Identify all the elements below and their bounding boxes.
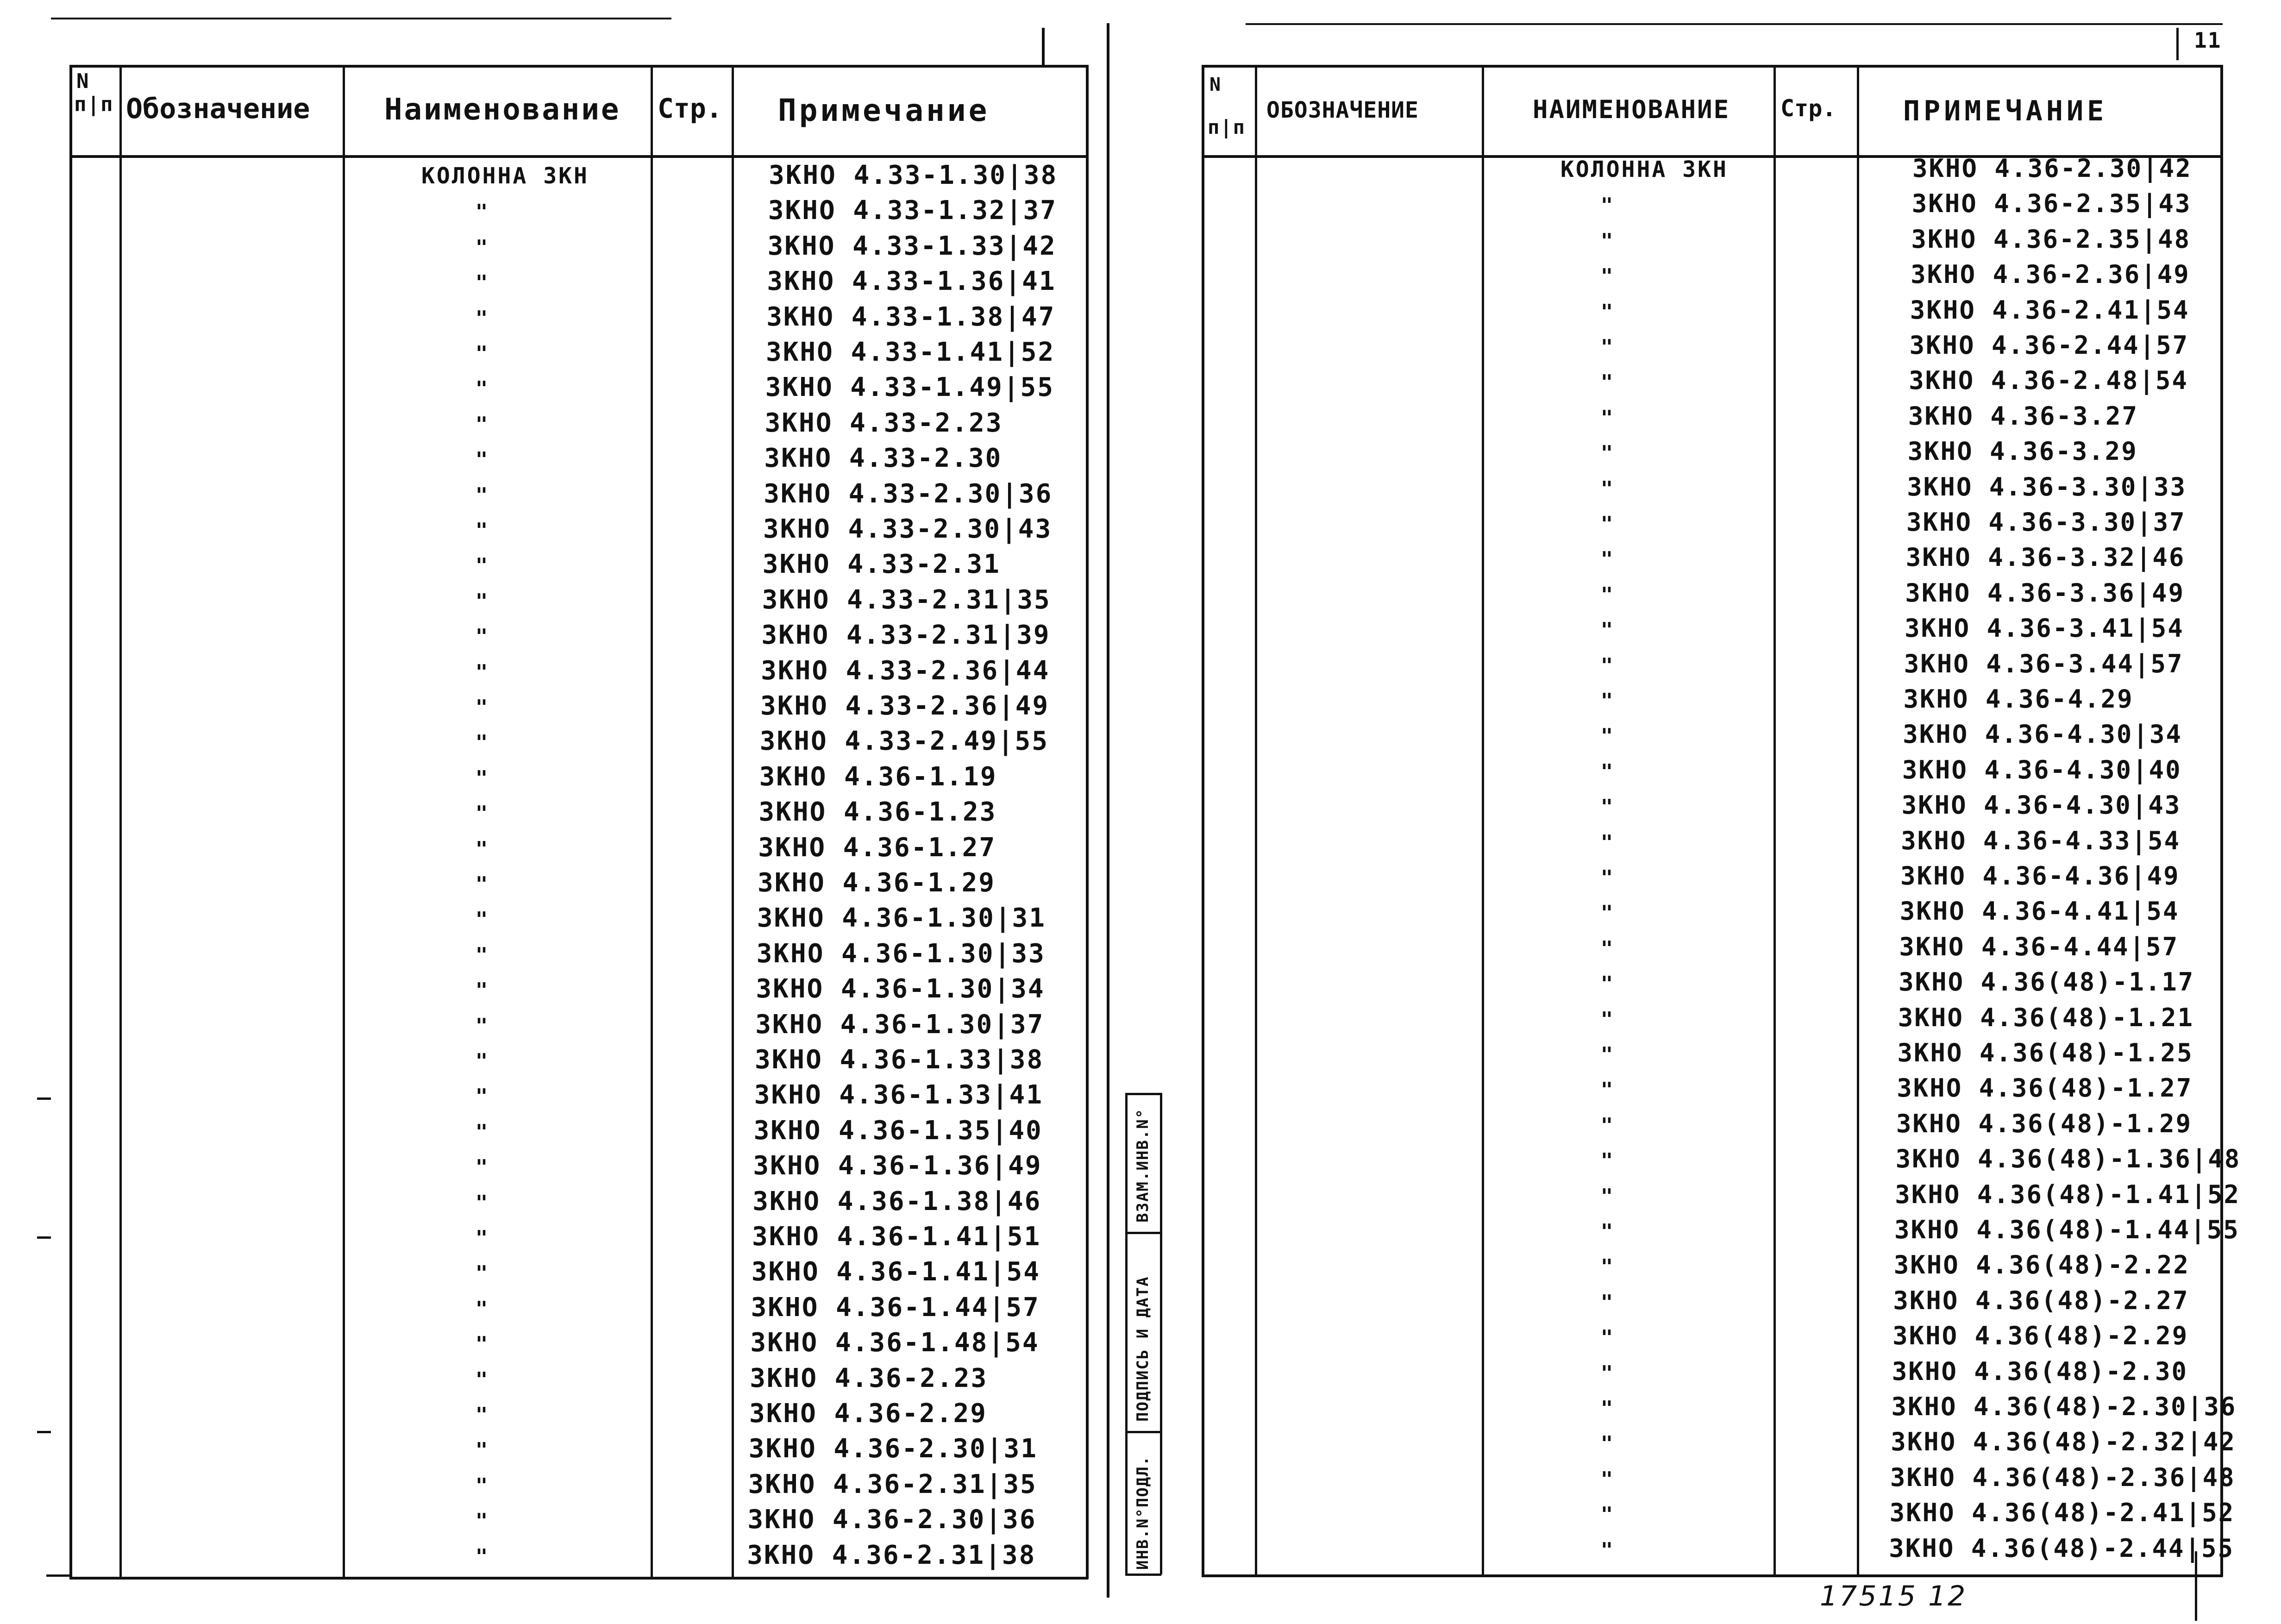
note-cell: 3КНО 4.36-3.30|37 [1906,508,2186,537]
note-cell: 3КНО 4.36-4.41|54 [1899,897,2180,926]
name-cell: " [1600,300,1613,324]
name-cell: " [1600,1149,1613,1173]
note-cell: 3КНО 4.36-1.33|38 [755,1045,1044,1075]
note-cell: 3КНО 4.36-4.30|43 [1901,790,2181,820]
name-cell: " [1600,1255,1613,1279]
note-cell: 3КНО 4.36-2.30|31 [748,1434,1038,1464]
name-cell: " [475,519,488,542]
note-cell: 3КНО 4.36(48)-2.30 [1892,1356,2188,1386]
name-cell: " [1600,1538,1613,1562]
name-cell: " [475,802,488,826]
note-cell: 3КНО 4.36(48)-2.29 [1892,1321,2189,1351]
note-cell: 3КНО 4.36-1.27 [758,832,996,863]
note-header: ПРИМЕЧАНИЕ [1903,95,2108,127]
name-cell: " [1600,512,1613,536]
name-cell: " [1600,866,1613,890]
note-cell: 3КНО 4.33-1.38|47 [766,301,1056,332]
name-cell: " [475,1014,488,1038]
name-cell: " [1600,1290,1613,1314]
note-cell: 3КНО 4.36-2.48|54 [1909,366,2188,395]
note-cell: 3КНО 4.36-1.30|34 [756,974,1045,1004]
name-cell: " [475,1261,488,1285]
name-cell: " [475,978,488,1003]
note-cell: 3КНО 4.33-1.33|42 [767,231,1057,261]
note-cell: 3КНО 4.36(48)-1.41|52 [1895,1179,2241,1209]
note-cell: 3КНО 4.36-1.19 [759,761,997,792]
num-header-top: N [76,69,90,93]
name-cell: " [475,1297,488,1321]
name-header: НАИМЕНОВАНИЕ [1533,95,1730,124]
name-cell: " [475,1085,488,1109]
note-cell: 3КНО 4.36-3.30|33 [1907,472,2187,502]
note-cell: 3КНО 4.36(48)-1.36|48 [1895,1144,2241,1174]
name-cell: " [1600,477,1613,501]
note-cell: 3КНО 4.36(48)-2.32|42 [1891,1427,2236,1457]
page-header: Стр. [658,93,722,124]
name-cell: КОЛОННА 3КН [1560,157,1728,182]
name-cell: " [1600,335,1613,359]
note-cell: 3КНО 4.36-3.44|57 [1904,649,2184,678]
note-cell: 3КНО 4.36(48)-2.27 [1893,1285,2189,1315]
name-cell: " [475,1403,488,1427]
note-cell: 3КНО 4.33-2.30|43 [763,514,1053,544]
note-cell: 3КНО 4.33-1.30|38 [769,160,1058,190]
note-cell: 3КНО 4.36(48)-1.17 [1899,967,2195,997]
note-cell: 3КНО 4.36-2.31|35 [748,1469,1037,1499]
note-cell: 3КНО 4.36-1.35|40 [753,1115,1043,1146]
note-cell: 3КНО 4.36-2.44|57 [1909,331,2189,360]
num-header-top: N [1209,74,1222,95]
name-cell: " [1600,689,1613,713]
name-cell: " [475,696,488,719]
note-cell: 3КНО 4.36-1.29 [758,868,996,898]
name-cell: " [475,412,488,436]
name-cell: " [475,1438,488,1462]
note-cell: 3КНО 4.36-4.36|49 [1900,861,2180,890]
name-cell: " [475,837,488,861]
note-cell: 3КНО 4.36-1.30|33 [756,938,1046,969]
name-cell: КОЛОННА 3КН [421,163,589,189]
name-cell: " [1600,936,1613,960]
num-header-bottom: п|п [1208,116,1246,138]
name-cell: " [1600,830,1613,854]
note-cell: 3КНО 4.36-4.29 [1903,684,2134,714]
name-cell: " [1600,901,1613,925]
name-cell: " [475,306,488,330]
name-cell: " [475,1332,488,1356]
note-cell: 3КНО 4.36-1.48|54 [750,1328,1040,1358]
note-cell: 3КНО 4.33-2.49|55 [759,726,1049,757]
name-cell: " [1600,194,1613,218]
designation-header: Обозначение [126,93,310,125]
name-cell: " [1600,583,1613,607]
note-cell: 3КНО 4.36-2.23 [750,1363,988,1393]
name-cell: " [475,908,488,932]
name-cell: " [475,872,488,896]
note-cell: 3КНО 4.36-2.41|54 [1910,295,2190,325]
name-cell: " [1600,653,1613,677]
name-cell: " [1600,1113,1613,1137]
note-cell: 3КНО 4.36(48)-1.25 [1897,1038,2193,1067]
note-cell: 3КНО 4.36-4.30|34 [1903,720,2182,749]
name-cell: " [475,589,488,613]
name-cell: " [1600,1503,1613,1527]
note-cell: 3КНО 4.33-2.23 [765,408,1003,438]
note-cell: 3КНО 4.36-3.27 [1908,401,2139,431]
note-cell: 3КНО 4.36-1.44|57 [751,1292,1040,1323]
replace-inv-label: ВЗАМ.ИНВ.N° [1134,1108,1152,1223]
name-cell: " [475,1155,488,1179]
name-cell: " [475,625,488,649]
name-cell: " [1600,795,1613,819]
name-cell: " [1600,1078,1613,1102]
note-cell: 3КНО 4.33-1.36|41 [767,266,1056,297]
note-cell: 3КНО 4.36-4.30|40 [1902,755,2182,784]
name-cell: " [475,660,488,684]
inv-orig-label: ИНВ.N°ПОДЛ. [1134,1455,1152,1570]
note-header: Примечание [778,93,990,128]
note-cell: 3КНО 4.36-3.41|54 [1905,614,2184,643]
name-cell: " [1600,406,1613,430]
note-cell: 3КНО 4.36-2.36|49 [1911,260,2190,289]
note-cell: 3КНО 4.36-2.30|36 [747,1505,1037,1535]
note-cell: 3КНО 4.36-2.35|48 [1911,224,2191,254]
note-cell: 3КНО 4.36-1.30|37 [755,1009,1045,1040]
note-cell: 3КНО 4.36(48)-2.30|36 [1891,1392,2237,1421]
num-header-bottom: п|п [74,93,114,116]
name-cell: " [475,731,488,755]
name-cell: " [475,554,488,578]
name-cell: " [1600,759,1613,784]
name-cell: " [1600,1326,1613,1350]
name-cell: " [1600,229,1613,253]
name-cell: " [475,1049,488,1073]
note-cell: 3КНО 4.36(48)-1.44|55 [1894,1215,2240,1244]
note-cell: 3КНО 4.36-2.31|38 [747,1540,1036,1570]
note-cell: 3КНО 4.36(48)-2.36|48 [1890,1462,2236,1492]
note-cell: 3КНО 4.36(48)-2.41|52 [1889,1498,2235,1528]
note-cell: 3КНО 4.33-2.36|44 [761,655,1050,686]
note-cell: 3КНО 4.36-4.33|54 [1901,826,2181,855]
footer-number: 17515 12 [1820,1580,1968,1612]
note-cell: 3КНО 4.36-2.35|43 [1911,189,2192,219]
name-cell: " [475,1509,488,1533]
note-cell: 3КНО 4.36-2.30|42 [1912,154,2192,183]
page-number: 11 [2194,28,2222,53]
name-cell: " [1600,1467,1613,1491]
name-cell: " [1600,1397,1613,1420]
name-cell: " [475,943,488,967]
note-cell: 3КНО 4.33-1.32|37 [768,195,1057,226]
note-cell: 3КНО 4.33-2.36|49 [760,691,1050,721]
name-cell: " [475,1544,488,1568]
name-cell: " [1600,547,1613,571]
note-cell: 3КНО 4.36-4.44|57 [1899,932,2179,961]
note-cell: 3КНО 4.33-2.30 [764,443,1003,474]
note-cell: 3КНО 4.36-1.41|51 [752,1222,1041,1252]
note-cell: 3КНО 4.36-1.23 [758,797,997,828]
name-cell: " [1600,1007,1613,1031]
name-cell: " [475,271,488,295]
name-cell: " [475,1474,488,1498]
note-cell: 3КНО 4.33-2.30|36 [764,478,1053,509]
name-cell: " [475,235,488,259]
note-cell: 3КНО 4.33-1.41|52 [766,337,1055,367]
name-cell: " [475,483,488,507]
note-cell: 3КНО 4.36(48)-2.44|55 [1889,1533,2235,1563]
name-cell: " [475,766,488,790]
note-cell: 3КНО 4.36(48)-1.21 [1898,1003,2194,1032]
note-cell: 3КНО 4.36(48)-1.29 [1896,1109,2193,1138]
note-cell: 3КНО 4.33-2.31|39 [761,620,1051,651]
name-cell: " [475,342,488,365]
note-cell: 3КНО 4.36(48)-1.27 [1897,1073,2193,1103]
note-cell: 3КНО 4.36-3.36|49 [1905,578,2185,608]
name-header: Наименование [384,93,621,127]
name-cell: " [1600,441,1613,465]
note-cell: 3КНО 4.36-1.41|54 [751,1257,1040,1287]
name-cell: " [1600,618,1613,642]
note-cell: 3КНО 4.36-3.29 [1907,437,2138,466]
note-cell: 3КНО 4.36-3.32|46 [1905,543,2186,572]
name-cell: " [1600,1361,1613,1385]
note-cell: 3КНО 4.36-1.33|41 [754,1080,1043,1110]
name-cell: " [1600,1432,1613,1456]
name-cell: " [1600,1043,1613,1066]
sign-date-label: ПОДПИСЬ И ДАТА [1134,1276,1152,1422]
note-cell: 3КНО 4.36-1.30|31 [757,903,1046,934]
note-cell: 3КНО 4.33-2.31 [762,549,1001,580]
name-cell: " [475,1191,488,1215]
note-cell: 3КНО 4.36(48)-2.22 [1893,1250,2190,1280]
note-cell: 3КНО 4.36-1.36|49 [753,1151,1042,1181]
name-cell: " [1600,1184,1613,1208]
name-cell: " [475,1226,488,1250]
name-cell: " [475,200,488,224]
name-cell: " [475,1367,488,1392]
name-cell: " [1600,370,1613,395]
name-cell: " [475,377,488,401]
note-cell: 3КНО 4.33-2.31|35 [762,584,1051,615]
name-cell: " [1600,1220,1613,1243]
page-header: Стр. [1780,95,1836,122]
note-cell: 3КНО 4.33-1.49|55 [765,372,1054,403]
name-cell: " [475,448,488,472]
name-cell: " [475,1120,488,1144]
name-cell: " [1600,972,1613,996]
designation-header: ОБОЗНАЧЕНИЕ [1266,97,1419,123]
name-cell: " [1600,264,1613,288]
note-cell: 3КНО 4.36-2.29 [749,1398,988,1429]
name-cell: " [1600,724,1613,748]
note-cell: 3КНО 4.36-1.38|46 [752,1186,1042,1216]
